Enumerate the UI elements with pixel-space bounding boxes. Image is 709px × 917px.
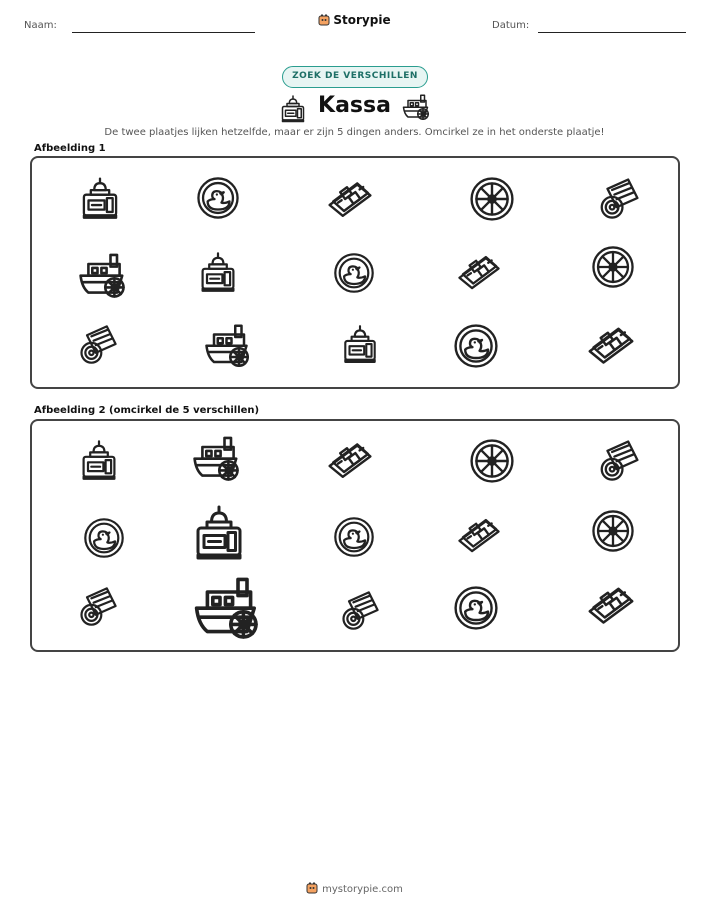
date-line[interactable]: [538, 32, 686, 33]
picture2-label: Afbeelding 2 (omcirkel de 5 verschillen): [34, 405, 260, 416]
title-right-icon: [402, 93, 432, 121]
duck-coin-icon: [332, 251, 376, 295]
duck-coin-icon: [452, 322, 500, 370]
receipt-roll-icon: [76, 322, 120, 366]
wheel-icon: [590, 244, 636, 290]
wheel-icon: [468, 175, 516, 223]
banknotes-icon: [456, 512, 502, 558]
page-title: Kassa: [318, 93, 391, 118]
brand-name: Storypie: [333, 13, 391, 27]
cash-register-icon: [196, 249, 240, 293]
banknotes-icon: [326, 175, 374, 223]
brand: [0, 13, 709, 27]
steamboat-icon: [78, 251, 130, 303]
wheel-icon: [468, 437, 516, 485]
receipt-roll-icon: [596, 437, 642, 483]
wheel-icon: [590, 508, 636, 554]
name-label: Naam:: [24, 20, 57, 31]
worksheet-type-badge: ZOEK DE VERSCHILLEN: [282, 66, 428, 88]
receipt-roll-icon: [596, 175, 642, 221]
storypie-logo-icon: [318, 14, 330, 26]
picture1-label: Afbeelding 1: [34, 143, 106, 154]
receipt-roll-icon: [338, 588, 382, 632]
steamboat-icon: [192, 434, 244, 486]
cash-register-icon: [339, 322, 381, 364]
cash-register-icon: [189, 501, 249, 561]
footer-url[interactable]: mystorypie.com: [322, 884, 403, 895]
steamboat-icon: [204, 322, 254, 372]
banknotes-icon: [326, 436, 374, 484]
name-line[interactable]: [72, 32, 255, 33]
duck-coin-icon: [195, 175, 241, 221]
duck-coin-icon: [332, 515, 376, 559]
date-label: Datum:: [492, 20, 530, 31]
banknotes-icon: [586, 320, 636, 370]
footer: [0, 882, 709, 895]
steamboat-icon: [193, 574, 265, 646]
banknotes-icon: [586, 580, 636, 630]
instructions: De twee plaatjes lijken hetzelfde, maar er zijn 5 dingen anders. Omcirkel ze in het onderste plaatje!: [104, 127, 605, 138]
receipt-roll-icon: [76, 584, 120, 628]
duck-coin-icon: [82, 516, 126, 560]
duck-coin-icon: [452, 584, 500, 632]
storypie-logo-icon: [306, 882, 318, 894]
cash-register-icon: [77, 174, 123, 220]
cash-register-icon: [77, 437, 121, 481]
banknotes-icon: [456, 249, 502, 295]
